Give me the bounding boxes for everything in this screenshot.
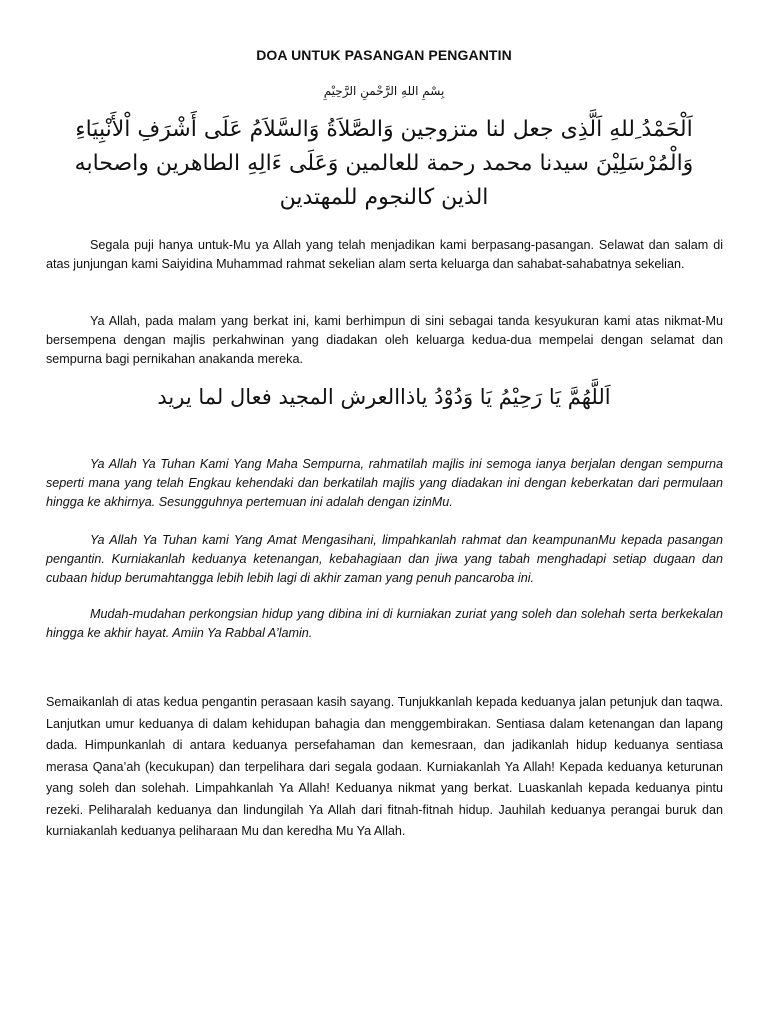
paragraph-blessing-majlis: Ya Allah Ya Tuhan Kami Yang Maha Sempurna, rahmatilah majlis ini semoga ianya berjalan dengan sempurna seperti mana yang telah Engkau kehendaki dan berkatilah majlis yang diadakan ini dengan keberkatan dari permulaan hingga ke akhirnya. Sesungguhnya pertemuan ini adalah dengan izinMu. bbox=[46, 457, 723, 509]
document-title: DOA UNTUK PASANGAN PENGANTIN bbox=[256, 47, 512, 63]
paragraph-closing-prayer: Semaikanlah di atas kedua pengantin perasaan kasih sayang. Tunjukkanlah kepada keduanya jalan petunjuk dan taqwa. Lanjutkan umur keduanya di dalam kehidupan bahagia dan menggembirakan. Sentiasa dalam ketenangan dan lapang dada. Himpunkanlah di antara keduanya persefahaman dan kemesraan, dan jadikanlah hidup keduanya sentiasa merasa Qana’ah (kecukupan) dan terpelihara dari segala godaan. Kurniakanlah Ya Allah! Kepada keduanya keturunan yang soleh dan solehah. Limpahkanlah Ya Allah! Keduanya nikmat yang berkat. Luaskanlah kepada keduanya pintu rezeki. Peliharalah keduanya dan lindungilah Ya Allah dari fitnah-fitnah hidup. Jauhilah keduanya perangai buruk dan kurniakanlah keduanya peliharaan Mu dan keredha Mu Ya Allah. bbox=[46, 695, 723, 838]
paragraph-praise: Segala puji hanya untuk-Mu ya Allah yang telah menjadikan kami berpasang-pasangan. Selawat dan salam di atas junjungan kami Saiyidina Muhammad rahmat sekelian alam serta keluarga dan sahabat-sahabatnya sekelian. bbox=[46, 238, 723, 271]
arabic-opening-prayer: اَلْحَمْدُ ِللهِ اَلَّذِى جعل لنا متزوجين وَالصَّلاَةُ وَالسَّلاَمُ عَلَى أَشْرَفِ اْلأَنْبِيَاءِ وَالْمُرْسَلِيْنَ سيدنا محمد رحمة للعالمين وَعَلَى ءَالِهِ الطاهرين واصحابه الذين كالنجوم للمهتدين bbox=[74, 117, 694, 210]
paragraph-gathering: Ya Allah, pada malam yang berkat ini, kami berhimpun di sini sebagai tanda kesyukuran kami atas nikmat-Mu bersempena dengan majlis perkahwinan yang diadakan oleh keluarga kedua-dua mempelai dengan selamat dan sempurna bagi pernikahan anakanda mereka. bbox=[46, 314, 723, 366]
bismillah-line: بِسْمِ اللهِ الرَّحْمنِ الرَّحِيْمِ bbox=[323, 84, 445, 98]
paragraph-mercy-couple: Ya Allah Ya Tuhan kami Yang Amat Mengasihani, limpahkanlah rahmat dan keampunanMu kepada pasangan pengantin. Kurniakanlah keduanya ketenangan, kebahagiaan dan jiwa yang tabah menghadapi setiap dugaan dan cubaan hidup berumahtangga lebih lebih lagi di akhir zaman yang penuh pancaroba ini. bbox=[46, 533, 723, 585]
arabic-invocation: اَللَّهُمَّ يَا رَحِيْمُ يَا وَدُوْدُ ياذاالعرش المجيد فعال لما يريد bbox=[157, 385, 611, 409]
paragraph-offspring: Mudah-mudahan perkongsian hidup yang dibina ini di kurniakan zuriat yang soleh dan solehah serta berkekalan hingga ke akhir hayat. Amiin Ya Rabbal A’lamin. bbox=[46, 607, 723, 640]
